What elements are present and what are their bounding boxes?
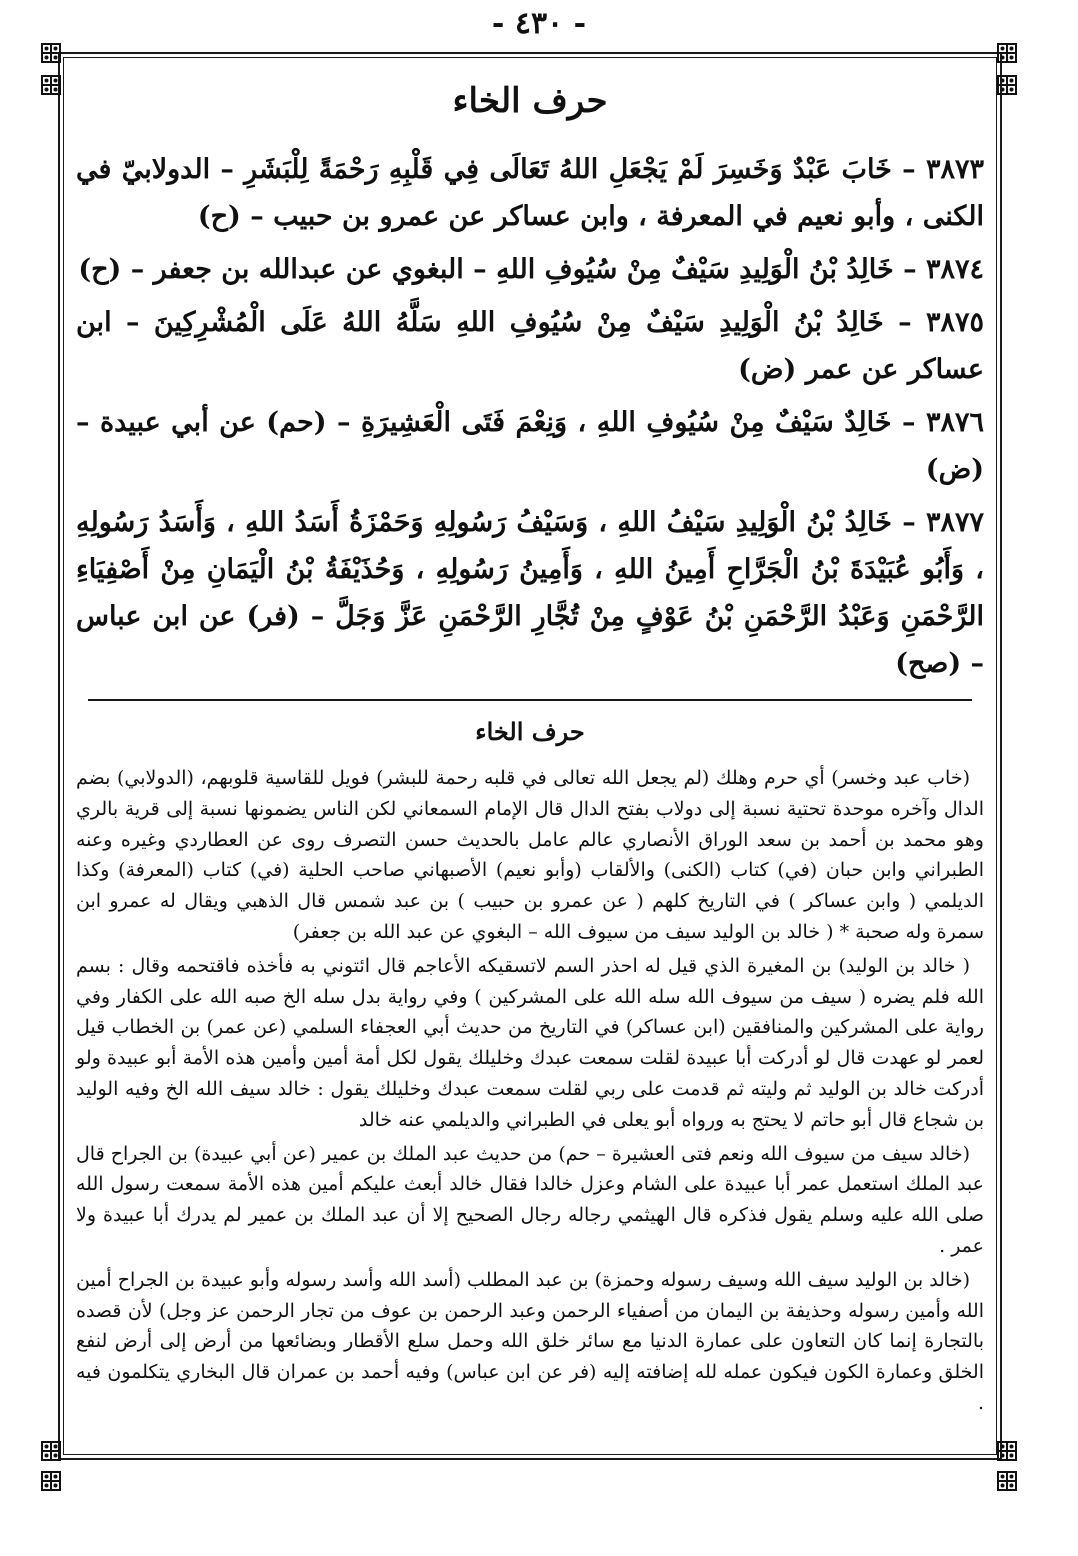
hadith-text: – خَابَ عَبْدٌ وَخَسِرَ لَمْ يَجْعَلِ اللهُ تَعَالَى فِي قَلْبِهِ رَحْمَةً لِلْبَشَرِ – الدولابيّ في الكنى ، وأبو نعيم في المعرفة ، وابن عساكر عن عمرو بن حبيب – (ح): [76, 154, 984, 232]
main-heading: حرف الخاء: [452, 81, 608, 121]
commentary-paragraph: (خالد سيف من سيوف الله ونعم فتى العشيرة – حم) من حديث عبد الملك بن عمير (عن أبي عبيدة) بن الجراح قال عبد الملك استعمل عمر أبا عبيدة على الشام وعزل خالدا فقال خالد أبعث عليكم أمين هذه الأمة سمعت رسول الله صلى الله عليه وسلم يقول فذكره قال الهيثمي رجاله رجال الصحيح إلا أن عبد الملك بن عمير لم يدرك أبا عبيدة ولا عمر .: [76, 1142, 984, 1257]
hadith-number: ٣٨٧٥: [925, 307, 984, 338]
ornament-icon: [40, 1440, 62, 1462]
commentary: [68, 763, 992, 1419]
hadith-text: – خَالِدُ بْنُ الْوَلِيدِ سَيْفٌ مِنْ سُيُوفِ اللهِ – البغوي عن عبدالله بن جعفر – (ح): [78, 254, 917, 285]
ornament-icon: [40, 74, 62, 96]
hadith-list: [68, 146, 992, 687]
hadith-number: ٣٨٧٣: [925, 154, 984, 185]
hadith-number: ٣٨٧٤: [925, 254, 984, 285]
hadith-entry: [76, 499, 984, 687]
section-divider: [88, 699, 972, 701]
ornament-icon: [996, 1440, 1018, 1462]
hadith-entry: [76, 399, 984, 493]
commentary-paragraph: (خالد بن الوليد سيف الله وسيف رسوله وحمزة) بن عبد المطلب (أسد الله وأسد رسوله وأبو عبيدة بن الجراح أمين الله وأمين رسوله وحذيفة بن اليمان من أصفياء الرحمن وعبد الرحمن بن عوف من تجار الرحمن عز وجل) لأن قصده بالتجارة إنما كان التعاون على عمارة الدنيا مع سائر خلق الله وحمل سلع الأقطار وبضائعها من أرض إلى أرض لنفع الخلق وعمارة الكون فيكون عمله لله إضافته إليه (فر عن ابن عباس) وفيه أحمد بن عمران قال البخاري يتكلمون فيه .: [76, 1268, 984, 1414]
hadith-number: ٣٨٧٦: [925, 407, 984, 438]
hadith-entry: [76, 146, 984, 240]
ornament-icon: [40, 1470, 62, 1492]
hadith-text: – خَالِدٌ سَيْفٌ مِنْ سُيُوفِ اللهِ ، وَنِعْمَ فَتَى الْعَشِيرَةِ – (حم) عن أبي عبيدة – (ض): [76, 407, 984, 485]
commentary-paragraph: (خاب عبد وخسر) أي حرم وهلك (لم يجعل الله تعالى في قلبه رحمة للبشر) فويل للقاسية قلوبهم، (الدولابي) بضم الدال وآخره موحدة تحتية نسبة إلى دولاب بفتح الدال قال الإمام السمعاني لكن الناس يضمونها نسبة إلى قرية بالري وهو محمد بن أحمد بن سعد الوراق الأنصاري عالم عامل بالحديث حسن التصرف روى عن العطاردي وغيره وعنه الطبراني وابن حبان (في) كتاب (الكنى) والألقاب (وأبو نعيم) الأصبهاني صاحب الحلية (في) كتاب (المعرفة) وكذا الديلمي ( وابن عساكر ) في التاريخ كلهم ( عن عمرو بن حبيب ) بن عبد شمس قال الذهبي ويقال له عمرو ابن سمرة وله صحبة * ( خالد بن الوليد سيف من سيوف الله – البغوي عن عبد الله بن جعفر): [76, 767, 984, 943]
page-content: [68, 70, 992, 1422]
commentary-paragraph: ( خالد بن الوليد) بن المغيرة الذي قيل له احذر السم لاتسقيكه الأعاجم قال ائتوني به فأخذه فاقتحمه وقال : بسم الله فلم يضره ( سيف من سيوف الله سله الله على المشركين ) وفي رواية بدل سله الخ صبه الله على الكفار وفي رواية على المشركين والمنافقين (ابن عساكر) في التاريخ من حديث أبي العجفاء السلمي (عن عمر) بن الخطاب قيل لعمر لو عهدت قال لو أدركت أبا عبيدة لقلت سمعت عبدك وخليلك يقول لكل أمة أمين وأمين هذه الأمة أبو عبيدة ولو أدركت خالد بن الوليد ثم وليته ثم قدمت على ربي لقلت سمعت عبدك وخليلك يقول : خالد سيف الله الخ وفيه الوليد بن شجاع قال أبو حاتم لا يحتج به ورواه أبو يعلى في الطبراني والديلمي عنه خالد: [76, 954, 984, 1131]
hadith-text: – خَالِدُ بْنُ الْوَلِيدِ سَيْفٌ مِنْ سُيُوفِ اللهِ سَلَّهُ اللهُ عَلَى الْمُشْرِكِينَ – ابن عساكر عن عمر (ض): [76, 307, 984, 385]
hadith-entry: [76, 299, 984, 393]
hadith-text: – خَالِدُ بْنُ الْوَلِيدِ سَيْفُ اللهِ ، وَسَيْفُ رَسُولِهِ وَحَمْزَةُ أَسَدُ اللهِ ، وَأَسَدُ رَسُولِهِ ، وَأَبُو عُبَيْدَةَ بْنُ الْجَرَّاحِ أَمِينُ اللهِ ، وَأَمِينُ رَسُولِهِ ، وَحُذَيْفَةُ بْنُ الْيَمَانِ مِنْ أَصْفِيَاءِ الرَّحْمَنِ وَعَبْدُ الرَّحْمَنِ بْنُ عَوْفٍ مِنْ تُجَّارِ الرَّحْمَنِ عَزَّ وَجَلَّ – (فر) عن ابن عباس – (صح): [76, 507, 984, 679]
hadith-number: ٣٨٧٧: [925, 507, 984, 538]
hadith-entry: [76, 246, 984, 293]
ornament-icon: [40, 42, 62, 64]
ornament-icon: [996, 1470, 1018, 1492]
commentary-heading: حرف الخاء: [475, 717, 585, 746]
page-number: - ٤٣٠ -: [491, 6, 587, 41]
ornament-icon: [996, 74, 1018, 96]
ornament-icon: [996, 42, 1018, 64]
